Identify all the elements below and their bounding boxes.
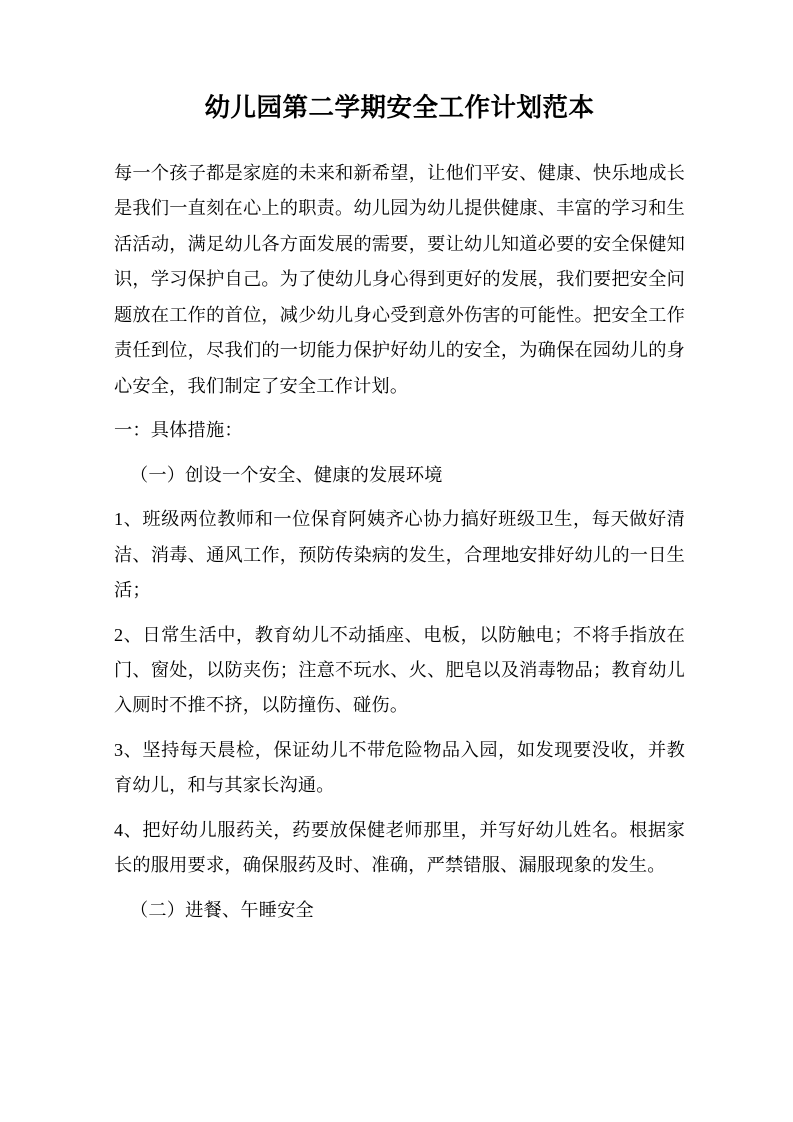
paragraph-item-3: 3、坚持每天晨检，保证幼儿不带危险物品入园，如发现要没收，并教育幼儿，和与其家长沟通。 <box>114 739 685 796</box>
page-title: 幼儿园第二学期安全工作计划范本 <box>204 93 595 122</box>
paragraph-intro: 每一个孩子都是家庭的未来和新希望，让他们平安、健康、快乐地成长是我们一直刻在心上的职责。幼儿园为幼儿提供健康、丰富的学习和生活活动，满足幼儿各方面发展的需要，要让幼儿知道必要的安全保健知识，学习保护自己。为了使幼儿身心得到更好的发展，我们要把安全问题放在工作的首位，减少幼儿身心受到意外伤害的可能性。把安全工作责任到位，尽我们的一切能力保护好幼儿的安全，为确保在园幼儿的身心安全，我们制定了安全工作计划。 <box>114 162 685 396</box>
paragraph-subsection-one: （一）创设一个安全、健康的发展环境 <box>130 464 443 485</box>
paragraph-item-4: 4、把好幼儿服药关，药要放保健老师那里，并写好幼儿姓名。根据家长的服用要求，确保服药及时、准确，严禁错服、漏服现象的发生。 <box>114 819 685 876</box>
paragraph-section-one: 一：具体措施： <box>114 420 243 441</box>
paragraph-item-1: 1、班级两位教师和一位保育阿姨齐心协力搞好班级卫生，每天做好清洁、消毒、通风工作，预防传染病的发生，合理地安排好幼儿的一日生活； <box>114 509 685 601</box>
paragraph-item-2: 2、日常生活中，教育幼儿不动插座、电板，以防触电；不将手指放在门、窗处，以防夹伤；注意不玩水、火、肥皂以及消毒物品；教育幼儿入厕时不推不挤，以防撞伤、碰伤。 <box>114 624 685 716</box>
paragraph-subsection-two: （二）进餐、午睡安全 <box>130 899 314 920</box>
